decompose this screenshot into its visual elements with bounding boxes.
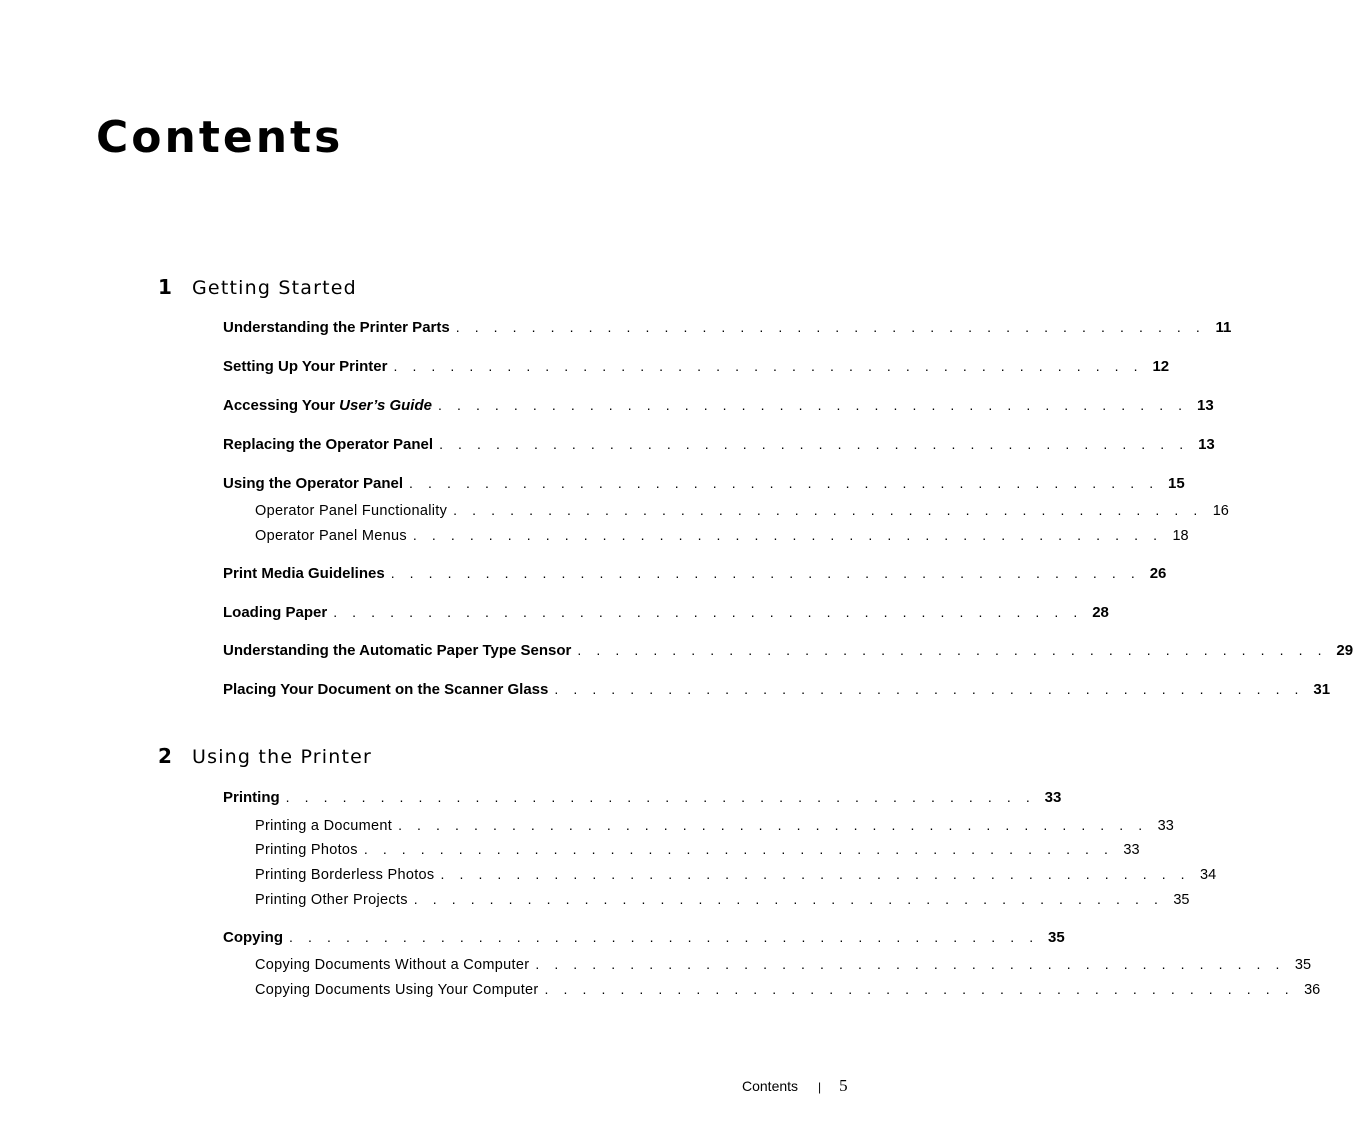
toc-page-number: 34 — [1200, 867, 1217, 883]
toc-subentry-printing-photos[interactable] — [255, 841, 1140, 863]
toc-page-number: 36 — [1304, 982, 1321, 998]
toc-entry-label: Printing a Document — [255, 818, 393, 834]
toc-subentry-operator-panel-menus[interactable] — [255, 527, 1189, 549]
chapter-heading — [158, 744, 372, 774]
dot-leader: . . . . . . . . . . . . . . . . . . . . . . . . . . . . . . . . . . . . . . . . — [453, 502, 1203, 518]
dot-leader: . . . . . . . . . . . . . . . . . . . . . . . . . . . . . . . . . . . . . . . . — [390, 565, 1141, 581]
dot-leader: . . . . . . . . . . . . . . . . . . . . . . . . . . . . . . . . . . . . . . . . — [333, 604, 1083, 620]
footer-page-number: 5 — [839, 1076, 848, 1095]
dot-leader: . . . . . . . . . . . . . . . . . . . . . . . . . . . . . . . . . . . . . . . . — [285, 789, 1036, 805]
toc-page-number: 35 — [1173, 892, 1190, 908]
toc-subentry-printing-borderless-photos[interactable] — [255, 866, 1217, 888]
dot-leader: . . . . . . . . . . . . . . . . . . . . . . . . . . . . . . . . . . . . . . . . — [439, 436, 1189, 452]
toc-entry-label: Understanding the Printer Parts — [223, 319, 450, 336]
toc-entry-label: Copying — [223, 929, 283, 946]
toc-entry-label: Print Media Guidelines — [223, 565, 385, 582]
dot-leader: . . . . . . . . . . . . . . . . . . . . . . . . . . . . . . . . . . . . . . . . — [554, 681, 1305, 697]
toc-entry-label: Using the Operator Panel — [223, 475, 404, 492]
chapter-number: 1 — [158, 275, 172, 299]
toc-entry-label: Copying Documents Using Your Computer — [255, 982, 539, 998]
toc-entry-printing[interactable] — [223, 789, 1062, 811]
footer-separator: | — [818, 1080, 822, 1094]
dot-leader: . . . . . . . . . . . . . . . . . . . . . . . . . . . . . . . . . . . . . . . . — [577, 642, 1328, 658]
dot-leader: . . . . . . . . . . . . . . . . . . . . . . . . . . . . . . . . . . . . . . . . — [455, 319, 1206, 335]
toc-page-number: 26 — [1149, 565, 1167, 582]
toc-entry-replacing-operator-panel[interactable] — [223, 436, 1215, 458]
chapter-number: 2 — [158, 744, 172, 768]
dot-leader: . . . . . . . . . . . . . . . . . . . . . . . . . . . . . . . . . . . . . . . . — [440, 866, 1191, 882]
dot-leader: . . . . . . . . . . . . . . . . . . . . . . . . . . . . . . . . . . . . . . . . — [363, 841, 1114, 857]
toc-page-number: 11 — [1215, 319, 1232, 336]
toc-entry-label-italic: User’s Guide — [339, 397, 432, 414]
chapter-title: Using the Printer — [192, 746, 373, 768]
dot-leader: . . . . . . . . . . . . . . . . . . . . . . . . . . . . . . . . . . . . . . . . — [544, 981, 1295, 997]
dot-leader: . . . . . . . . . . . . . . . . . . . . . . . . . . . . . . . . . . . . . . . . — [398, 817, 1148, 833]
toc-page-number: 33 — [1157, 818, 1174, 834]
toc-entry-label: Understanding the Automatic Paper Type Sensor — [223, 642, 572, 659]
toc-entry-loading-paper[interactable] — [223, 604, 1109, 626]
toc-entry-label: Loading Paper — [223, 604, 328, 621]
toc-entry-label: Replacing the Operator Panel — [223, 436, 434, 453]
toc-page-number: 31 — [1313, 681, 1331, 698]
toc-page-number: 16 — [1212, 503, 1229, 519]
toc-page-number: 35 — [1294, 957, 1312, 973]
toc-page-number: 29 — [1336, 642, 1353, 659]
toc-subentry-printing-other-projects[interactable] — [255, 891, 1190, 913]
dot-leader: . . . . . . . . . . . . . . . . . . . . . . . . . . . . . . . . . . . . . . . . — [409, 475, 1159, 491]
toc-page-number: 12 — [1152, 358, 1170, 375]
dot-leader: . . . . . . . . . . . . . . . . . . . . . . . . . . . . . . . . . . . . . . . . — [393, 358, 1144, 374]
chapter-heading — [158, 275, 357, 305]
toc-page-number: 18 — [1172, 528, 1189, 544]
toc-page-number: 13 — [1198, 436, 1215, 453]
toc-entry-automatic-paper-type-sensor[interactable] — [223, 642, 1353, 664]
toc-entry-label: Printing Borderless Photos — [255, 867, 435, 883]
toc-entry-using-operator-panel[interactable] — [223, 475, 1185, 497]
toc-entry-label: Placing Your Document on the Scanner Glass — [223, 681, 549, 698]
toc-entry-label: Printing — [223, 789, 280, 806]
footer-section-label: Contents — [742, 1078, 799, 1094]
toc-subentry-printing-document[interactable] — [255, 817, 1174, 839]
dot-leader: . . . . . . . . . . . . . . . . . . . . . . . . . . . . . . . . . . . . . . . . — [412, 527, 1163, 543]
toc-entry-label: Printing Photos — [255, 842, 358, 858]
toc-subentry-operator-panel-functionality[interactable] — [255, 502, 1229, 524]
toc-entry-label — [223, 397, 432, 414]
toc-subentry-copying-without-computer[interactable] — [255, 956, 1312, 978]
toc-entry-setting-up-printer[interactable] — [223, 358, 1170, 380]
toc-entry-print-media-guidelines[interactable] — [223, 565, 1167, 587]
toc-page-number: 13 — [1196, 397, 1214, 414]
toc-subentry-copying-using-computer[interactable] — [255, 981, 1321, 1003]
toc-entry-label-prefix: Accessing Your — [223, 397, 340, 414]
dot-leader: . . . . . . . . . . . . . . . . . . . . . . . . . . . . . . . . . . . . . . . . — [413, 891, 1164, 907]
dot-leader: . . . . . . . . . . . . . . . . . . . . . . . . . . . . . . . . . . . . . . . . — [535, 956, 1286, 972]
page-title: Contents — [96, 112, 344, 163]
toc-entry-copying[interactable] — [223, 929, 1065, 951]
toc-entry-placing-document-scanner-glass[interactable] — [223, 681, 1331, 703]
page-footer — [742, 1076, 848, 1096]
toc-page-number: 28 — [1092, 604, 1109, 621]
toc-entry-label: Operator Panel Functionality — [255, 503, 448, 519]
toc-page-number: 33 — [1044, 789, 1062, 806]
toc-page-number: 33 — [1123, 842, 1140, 858]
dot-leader: . . . . . . . . . . . . . . . . . . . . . . . . . . . . . . . . . . . . . . . . — [437, 397, 1188, 413]
toc-page-number: 35 — [1048, 929, 1065, 946]
toc-entry-understanding-printer-parts[interactable] — [223, 319, 1232, 341]
toc-entry-label: Printing Other Projects — [255, 892, 408, 908]
toc-entry-label: Operator Panel Menus — [255, 528, 407, 544]
toc-entry-accessing-users-guide[interactable] — [223, 397, 1214, 419]
dot-leader: . . . . . . . . . . . . . . . . . . . . . . . . . . . . . . . . . . . . . . . . — [289, 929, 1039, 945]
chapter-title: Getting Started — [192, 277, 357, 299]
toc-page-number: 15 — [1168, 475, 1185, 492]
toc-entry-label: Setting Up Your Printer — [223, 358, 388, 375]
toc-entry-label: Copying Documents Without a Computer — [255, 957, 530, 973]
